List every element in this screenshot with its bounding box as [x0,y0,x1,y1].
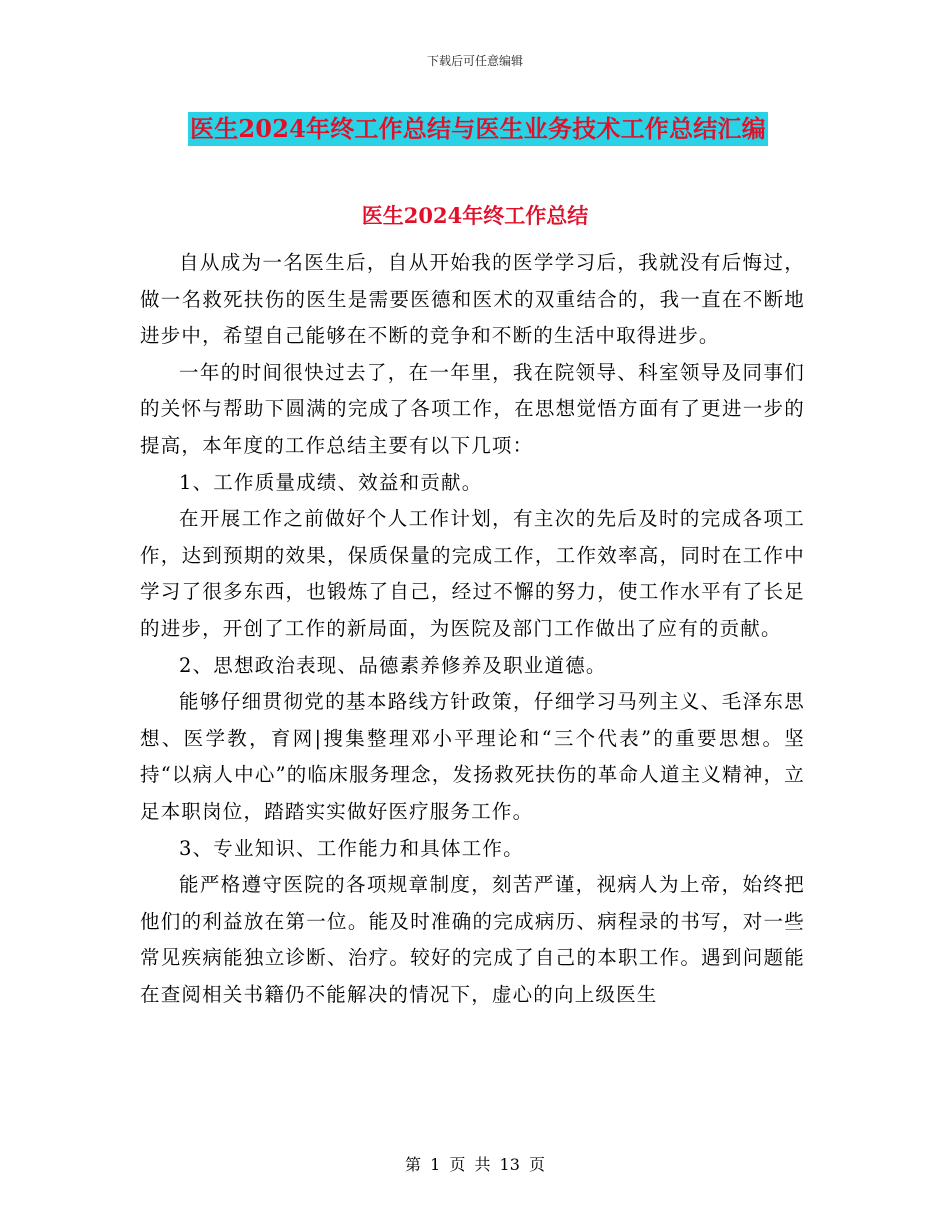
paragraph-overview: 一年的时间很快过去了，在一年里，我在院领导、科室领导及同事们的关怀与帮助下圆满的完成了各项工作，在思想觉悟方面有了更进一步的提高，本年度的工作总结主要有以下几项： [140,360,805,457]
heading-item-2: 2、思想政治表现、品德素养修养及职业道德。 [179,653,607,677]
document-body [140,245,805,1013]
paragraph-item-3: 能严格遵守医院的各项规章制度，刻苦严谨，视病人为上帝，始终把他们的利益放在第一位。能及时准确的完成病历、病程录的书写，对一些常见疾病能独立诊断、治疗。较好的完成了自己的本职工作。遇到问题能在查阅相关书籍仍不能解决的情况下，虚心的向上级医生 [140,873,805,1006]
paragraph-item-1: 在开展工作之前做好个人工作计划，有主次的先后及时的完成各项工作，达到预期的效果，保质保量的完成工作，工作效率高，同时在工作中学习了很多东西，也锻炼了自己，经过不懈的努力，使工作水平有了长足的进步，开创了工作的新局面，为医院及部门工作做出了应有的贡献。 [140,507,805,640]
heading-item-3: 3、专业知识、工作能力和具体工作。 [179,836,524,860]
section-title: 医生2024年终工作总结 [361,203,589,228]
page-number-footer: 第 1 页 共 13 页 [405,1155,545,1174]
document-main-title: 医生2024年终工作总结与医生业务技术工作总结汇编 [188,112,768,146]
heading-item-1: 1、工作质量成绩、效益和贡献。 [179,470,483,494]
header-note: 下载后可任意编辑 [426,54,523,68]
paragraph-intro: 自从成为一名医生后，自从开始我的医学学习后，我就没有后悔过，做一名救死扶伤的医生是需要医德和医术的双重结合的，我一直在不断地进步中，希望自己能够在不断的竞争和不断的生活中取得进步。 [140,251,805,348]
paragraph-item-2: 能够仔细贯彻党的基本路线方针政策，仔细学习马列主义、毛泽东思想、医学教，育网|搜集整理邓小平理论和“三个代表”的重要思想。坚持“以病人中心”的临床服务理念，发扬救死扶伤的革命人道主义精神，立足本职岗位，踏踏实实做好医疗服务工作。 [140,690,805,823]
